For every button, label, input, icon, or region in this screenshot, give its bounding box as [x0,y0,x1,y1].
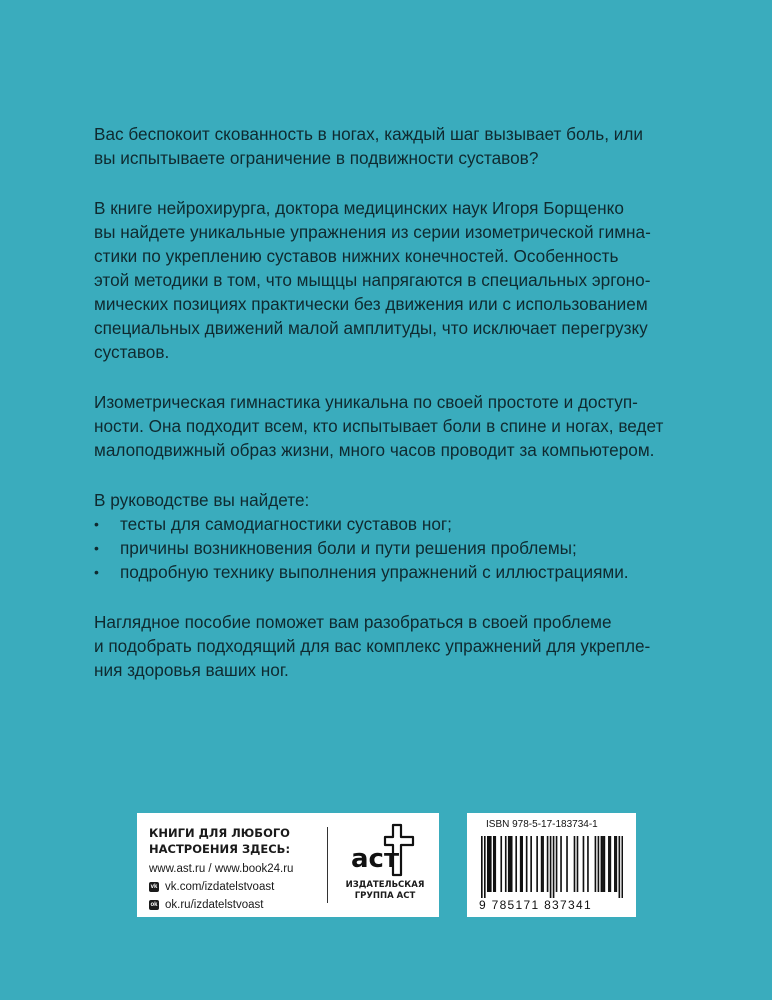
list-item-text: тесты для самодиагностики суставов ног; [120,514,452,534]
contents-list [94,512,694,584]
isbn-label: ISBN 978-5-17-183734-1 [486,819,598,830]
publisher-info [149,825,321,914]
bullet-icon: • [94,564,99,580]
barcode-bar [484,836,486,898]
vk-icon: vk [150,884,158,890]
ast-logo [335,821,435,902]
text-line: этой методики в том, что мыщцы напрягаются в специальных эргоно- [94,270,651,290]
barcode-bar [614,836,616,892]
barcode-bar [560,836,562,892]
barcode-bar [487,836,489,892]
barcode-bar [500,836,502,892]
barcode-bar [610,836,612,892]
barcode-bar [587,836,589,892]
ast-logo-icon [349,821,421,879]
barcode-bar [553,836,555,898]
odnoklassniki-icon: ok [150,902,158,908]
text-line: ния здоровья ваших ног. [94,660,289,680]
barcode-bar [494,836,496,892]
publisher-caption [335,880,435,902]
list-item [94,536,694,560]
barcode-bar [530,836,532,892]
barcode-bar [481,836,483,898]
barcode-bar [583,836,585,892]
barcode-bar [511,836,513,892]
barcode-bar [608,836,610,892]
text-line: ности. Она подходит всем, кто испытывает боли в спине и ногах, ведет [94,416,664,436]
ok-link[interactable] [149,896,321,914]
barcode-bar [547,836,549,892]
text-line: вы найдете уникальные упражнения из серии изометрической гимна- [94,222,651,242]
barcode-bar [602,836,604,892]
barcode-digits: 9 785171 837341 [479,898,592,912]
barcode-bar [556,836,558,892]
barcode-bar [598,836,600,892]
barcode-bar [604,836,606,892]
heading-line: КНИГИ ДЛЯ ЛЮБОГО [149,826,290,840]
barcode-bar [526,836,528,892]
list-item-text: причины возникновения боли и пути решения проблемы; [120,538,577,558]
description-paragraph [94,196,694,364]
text-line: В книге нейрохирурга, доктора медицинских наук Игоря Борщенко [94,198,624,218]
text-line: Изометрическая гимнастика уникальна по своей простоте и доступ- [94,392,638,412]
text-line: стики по укреплению суставов нижних конечностей. Особенность [94,246,619,266]
barcode [481,836,623,898]
text-line: специальных движений малой амплитуды, что исключает перегрузку [94,318,648,338]
bullet-icon: • [94,540,99,556]
barcode-bar [515,836,517,892]
list-item [94,512,694,536]
barcode-bar [616,836,618,892]
intro-paragraph [94,122,694,170]
bullet-icon: • [94,516,99,532]
barcode-bar [542,836,544,892]
barcode-bar [509,836,511,892]
barcode-bar [488,836,490,892]
text-line: Наглядное пособие поможет вам разобраться в своей проблеме [94,612,612,632]
text-line: мических позициях практически без движения или с использованием [94,294,648,314]
text-line: вы испытываете ограничение в подвижности суставов? [94,148,539,168]
text-line: и подобрать подходящий для вас комплекс упражнений для укрепле- [94,636,651,656]
logo-text: аст [351,844,400,874]
caption-line: ИЗДАТЕЛЬСКАЯ [345,880,425,890]
ok-link-text: ok.ru/izdatelstvoast [165,899,264,911]
publisher-panel [137,813,439,917]
barcode-bar [566,836,568,892]
text-line: суставов. [94,342,170,362]
list-item-text: подробную технику выполнения упражнений с иллюстрациями. [120,562,629,582]
barcode-bar [550,836,552,898]
barcode-bar [574,836,576,892]
isbn-barcode-panel [467,813,636,917]
heading-line: НАСТРОЕНИЯ ЗДЕСЬ: [149,842,291,856]
barcode-bar [541,836,543,892]
barcode-bar [520,836,522,892]
vk-link-text: vk.com/izdatelstvoast [165,881,275,893]
barcode-bar [490,836,492,892]
barcode-bar [577,836,579,892]
back-cover-text [94,122,694,708]
caption-line: ГРУППА АСТ [354,891,416,901]
barcode-bar [505,836,507,892]
vk-link[interactable] [149,878,321,896]
barcode-bar [508,836,510,892]
publisher-urls[interactable]: www.ast.ru / www.book24.ru [149,863,294,875]
barcode-bar [493,836,495,892]
publisher-heading [149,825,321,857]
barcode-bar [622,836,623,898]
barcode-bar [601,836,603,892]
divider [327,827,328,903]
barcode-bar [595,836,597,892]
text-line: Вас беспокоит скованность в ногах, каждый шаг вызывает боль, или [94,124,643,144]
barcode-bar [536,836,538,892]
barcode-bar [619,836,621,898]
closing-paragraph [94,610,694,682]
barcode-bar [521,836,523,892]
list-item [94,560,694,584]
benefits-paragraph [94,390,694,462]
list-intro: В руководстве вы найдете: [94,490,310,510]
text-line: малоподвижный образ жизни, много часов проводит за компьютером. [94,440,655,460]
